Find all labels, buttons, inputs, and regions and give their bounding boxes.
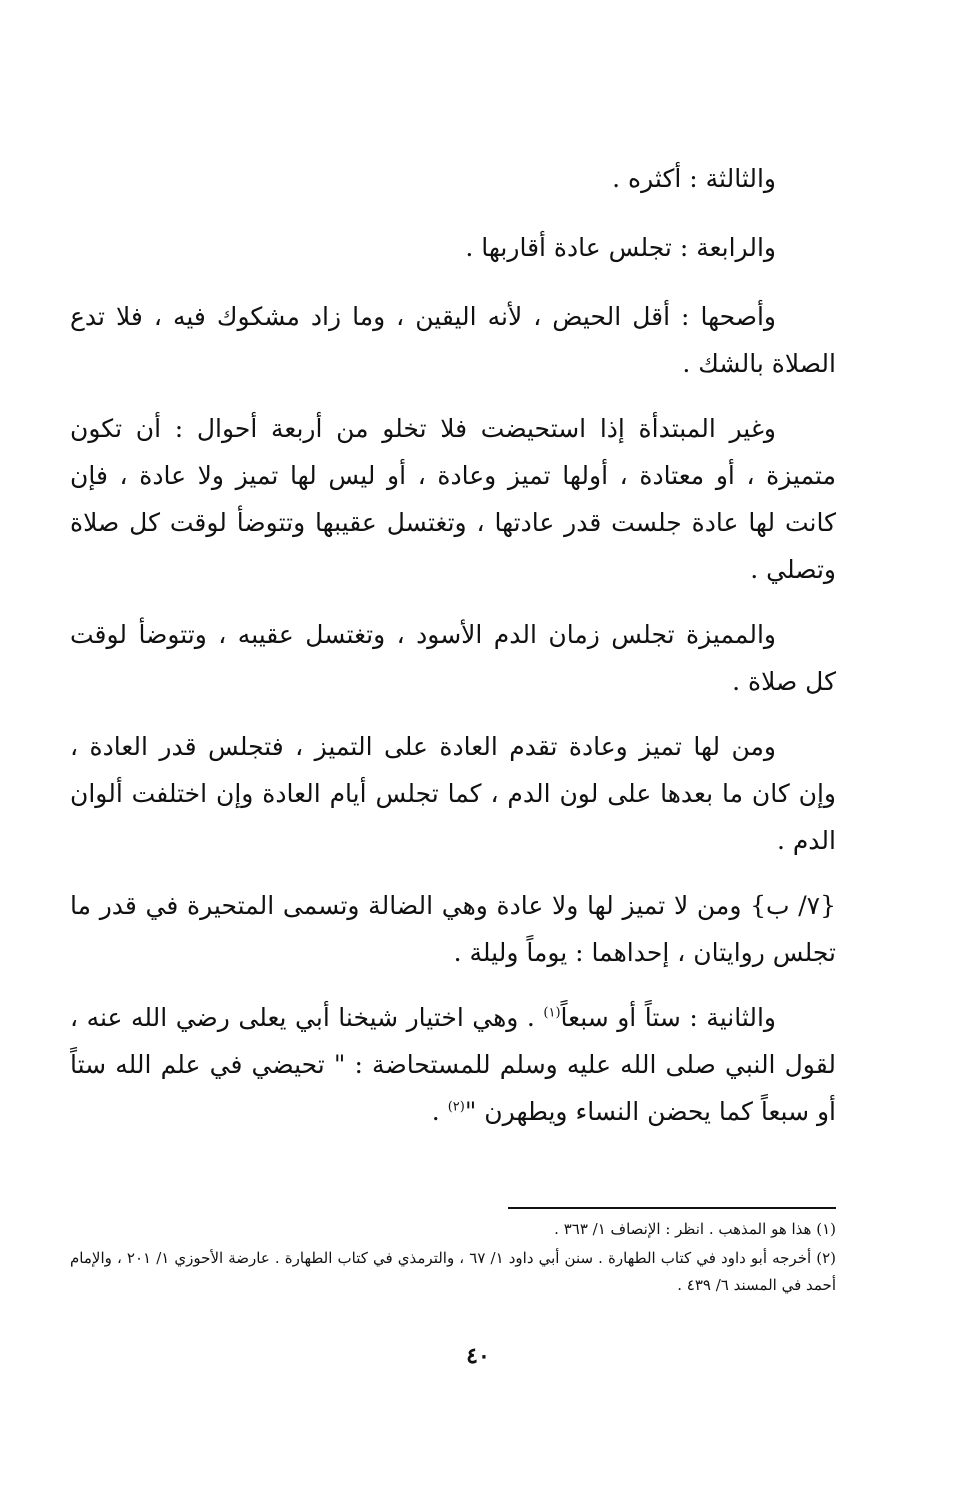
paragraph-text: ومن لا تميز لها ولا عادة وهي الضالة وتسمى المتحيرة في قدر ما تجلس روايتان ، إحداهما : يوماً وليلة . [70, 891, 836, 967]
footnote-ref: (١) [543, 1005, 561, 1021]
paragraph-text: . وهي اختيار شيخنا أبي يعلى رضي الله عنه ، لقول النبي صلى الله عليه وسلم للمستحاضة : " تحيضي في علم الله ستاً أو سبعاً كما يحضن النساء ويطهرن " [70, 1003, 836, 1126]
paragraph: والثالثة : أكثره . [612, 164, 776, 193]
footnote: (٢) أخرجه أبو داود في كتاب الطهارة . سنن أبي داود ١/ ٦٧ ، والترمذي في كتاب الطهارة . عارضة الأحوزي ١/ ٢٠١ ، والإمام أحمد في المسند ٦/ ٤٣٩ . [70, 1249, 837, 1294]
paragraph-text: والثانية : ستاً أو سبعاً [560, 1003, 777, 1032]
footnote-ref: (٢) [447, 1099, 465, 1115]
footnote: (١) هذا هو المذهب . انظر : الإنصاف ١/ ٣٦٣ . [554, 1220, 836, 1238]
folio-marker: {٧/ ب} [750, 891, 836, 920]
paragraph: والمميزة تجلس زمان الدم الأسود ، وتغتسل عقيبه ، وتتوضأ لوقت كل صلاة . [70, 620, 836, 696]
page-number: ٤٠ [466, 1343, 490, 1369]
paragraph: وغير المبتدأة إذا استحيضت فلا تخلو من أربعة أحوال : أن تكون متميزة ، أو معتادة ، أولها تميز وعادة ، أو ليس لها تميز ولا عادة ، فإن كانت لها عادة جلست قدر عادتها ، وتغتسل عقيبها وتتوضأ لوقت كل صلاة وتصلي . [70, 414, 836, 584]
paragraph: وأصحها : أقل الحيض ، لأنه اليقين ، وما زاد مشكوك فيه ، فلا تدع الصلاة بالشك . [70, 302, 836, 378]
main-text [70, 155, 836, 1153]
paragraph-text: . [431, 1097, 440, 1126]
paragraph: ومن لها تميز وعادة تقدم العادة على التميز ، فتجلس قدر العادة ، وإن كان ما بعدها على لون الدم ، كما تجلس أيام العادة وإن اختلفت ألوان الدم . [70, 732, 836, 855]
paragraph [70, 994, 836, 1135]
paragraph: والرابعة : تجلس عادة أقاربها . [465, 233, 776, 262]
footnote-divider [508, 1207, 836, 1209]
footnotes [70, 1216, 836, 1301]
paragraph [70, 882, 836, 976]
